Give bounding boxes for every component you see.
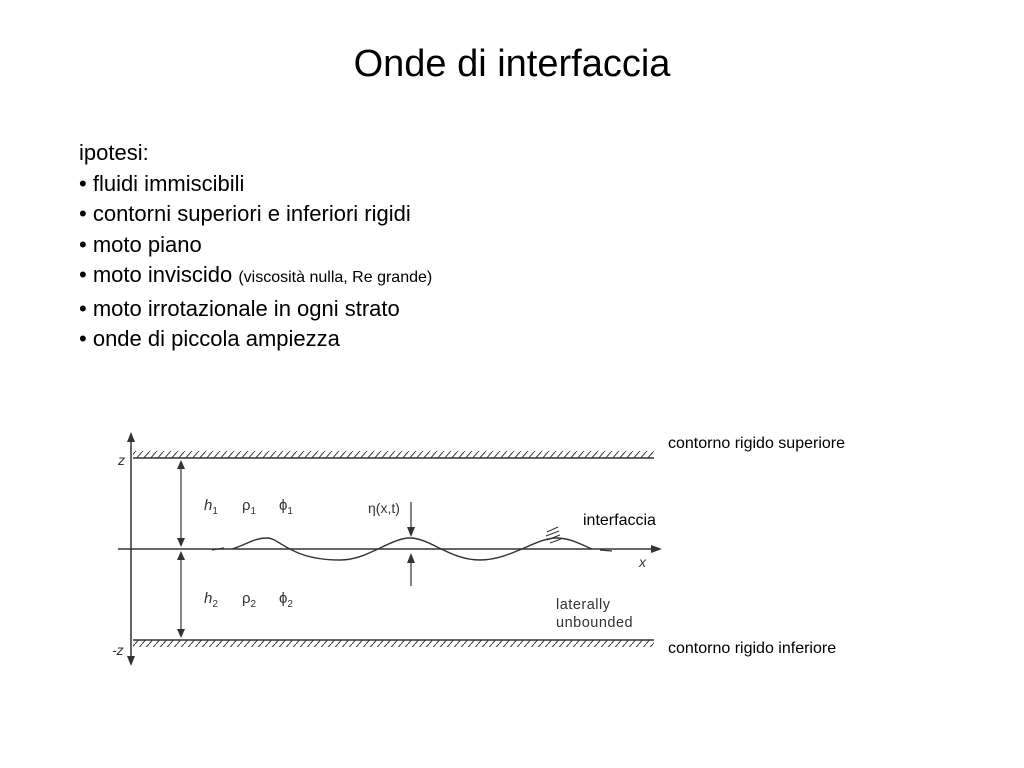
top-wall-hatch xyxy=(133,451,654,458)
x-axis-arrow-icon xyxy=(651,545,662,553)
hypothesis-item xyxy=(79,199,432,230)
h2-arrow-down-icon xyxy=(177,629,185,638)
hypotheses-heading: ipotesi: xyxy=(79,140,149,165)
lateral-note-line-2: unbounded xyxy=(556,615,634,631)
h1-arrow-up-icon xyxy=(177,460,185,469)
slide-title: Onde di interfaccia xyxy=(353,43,671,85)
hypothesis-text: moto irrotazionale in ogni strato xyxy=(92,295,400,321)
bottom-boundary-label: contorno rigido inferiore xyxy=(668,640,837,657)
hypothesis-text: moto inviscido xyxy=(92,262,233,287)
h1-arrow-down-icon xyxy=(177,538,185,547)
hypothesis-note: (viscosità nulla, Re grande) xyxy=(238,269,433,286)
interface-label: interfaccia xyxy=(583,512,656,529)
top-boundary-label: contorno rigido superiore xyxy=(668,435,845,452)
hypotheses-list xyxy=(79,138,432,355)
bullet: • xyxy=(79,201,87,226)
hypothesis-item xyxy=(79,294,432,325)
eta-label: η(x,t) xyxy=(368,500,400,516)
bullet: • xyxy=(79,262,87,287)
eta-arrow-down-icon xyxy=(407,527,415,537)
bullet: • xyxy=(79,170,87,196)
hypothesis-text: moto piano xyxy=(92,231,202,257)
upper-layer-h: $h_1$ xyxy=(204,497,218,517)
hypothesis-text: fluidi immiscibili xyxy=(92,170,245,196)
lower-layer-rho: $\rho_2$ xyxy=(242,590,257,610)
eta-arrow-up-icon xyxy=(407,553,415,563)
upper-layer-phi: $\phi_1$ xyxy=(279,497,293,517)
minus-z-axis-label: -z xyxy=(112,642,124,658)
wave-dash-right xyxy=(600,550,612,551)
bullet: • xyxy=(79,326,87,351)
hypothesis-item xyxy=(79,230,432,261)
x-axis-label: x xyxy=(639,554,646,570)
z-axis-label: z xyxy=(118,452,125,468)
bottom-wall-hatch xyxy=(133,640,654,647)
interface-wave-diagram xyxy=(100,420,700,680)
hypothesis-item xyxy=(79,169,432,200)
lower-layer-h: $h_2$ xyxy=(204,590,218,610)
hypothesis-item xyxy=(79,324,432,355)
hypothesis-text: contorni superiori e inferiori rigidi xyxy=(92,201,411,226)
z-axis-arrow-down-icon xyxy=(127,656,135,666)
lateral-note-line-1: laterally xyxy=(556,597,611,613)
h2-arrow-up-icon xyxy=(177,551,185,560)
lower-layer-phi: $\phi_2$ xyxy=(279,590,293,610)
hypothesis-item xyxy=(79,260,432,294)
upper-layer-rho: $\rho_1$ xyxy=(242,497,257,517)
wave-crest-hatch xyxy=(546,527,561,543)
hypothesis-text: onde di piccola ampiezza xyxy=(92,326,340,351)
bullet: • xyxy=(79,295,87,321)
bullet: • xyxy=(79,231,87,257)
z-axis-arrow-icon xyxy=(127,432,135,442)
